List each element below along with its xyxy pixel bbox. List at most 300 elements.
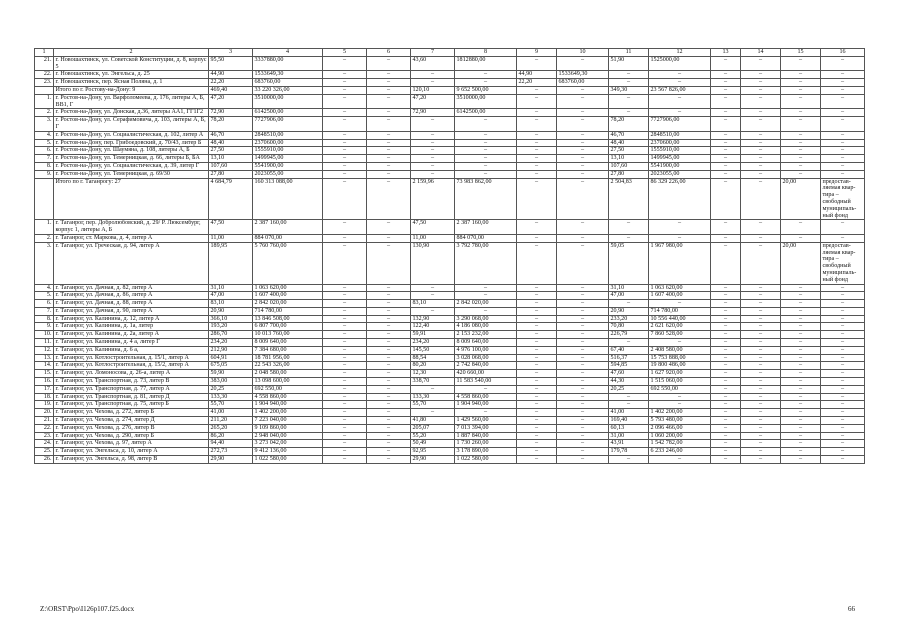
table-row — [35, 170, 865, 178]
table-cell: – — [711, 94, 741, 109]
table-cell: – — [741, 307, 781, 315]
table-cell: 73 983 862,00 — [455, 178, 517, 220]
table-cell: 2 948 040,00 — [253, 432, 323, 440]
table-cell: – — [609, 401, 649, 409]
table-cell: г. Таганрог, ул. Чехова, д. 272, литер Б — [54, 409, 209, 417]
table-cell: – — [455, 131, 517, 139]
table-cell: 9 109 860,00 — [253, 424, 323, 432]
table-cell: – — [517, 385, 557, 393]
table-cell: – — [557, 131, 609, 139]
table-cell: – — [711, 315, 741, 323]
table-cell: 1 542 782,00 — [649, 440, 711, 448]
table-cell: г. Таганрог, ул. Транспортная, д. 73, литер В — [54, 378, 209, 386]
table-cell: – — [367, 424, 411, 432]
table-cell: – — [367, 346, 411, 354]
table-cell: 5541900,00 — [649, 162, 711, 170]
table-cell: – — [781, 131, 821, 139]
table-cell: – — [781, 346, 821, 354]
table-cell: – — [821, 339, 865, 347]
table-cell: 8. — [35, 315, 54, 323]
table-cell: г. Таганрог, ул. Энгельса, д. 98, литер В — [54, 456, 209, 464]
table-cell: г. Таганрог, ул. Калинина, д. 2а, литер А — [54, 331, 209, 339]
table-cell: – — [367, 109, 411, 117]
table-cell: – — [711, 456, 741, 464]
table-cell: – — [781, 448, 821, 456]
table-cell: – — [711, 242, 741, 284]
column-number-cell: 7 — [411, 49, 455, 57]
table-cell: – — [517, 292, 557, 300]
table-cell: – — [367, 323, 411, 331]
table-cell: – — [367, 432, 411, 440]
table-cell: 604,91 — [209, 354, 253, 362]
table-cell: 2. — [35, 234, 54, 242]
table-cell: – — [609, 220, 649, 235]
column-number-cell: 8 — [455, 49, 517, 57]
table-cell: – — [711, 417, 741, 425]
table-cell: – — [741, 432, 781, 440]
table-cell: – — [781, 432, 821, 440]
table-cell: 31,10 — [609, 284, 649, 292]
table-cell: г. Таганрог, пер. Добролюбовский, д. 29/ Р. Люксембург, корпус 1, литеры А, Б — [54, 220, 209, 235]
table-cell: – — [711, 139, 741, 147]
table-cell: 22. — [35, 71, 54, 79]
table-cell: – — [455, 117, 517, 132]
table-cell: – — [323, 234, 367, 242]
table-cell: 72,90 — [411, 109, 455, 117]
table-cell: 1 402 200,00 — [649, 409, 711, 417]
table-cell: – — [557, 162, 609, 170]
table-cell: – — [367, 139, 411, 147]
table-cell: – — [411, 139, 455, 147]
table-cell: – — [711, 178, 741, 220]
table-cell: 23. — [35, 432, 54, 440]
table-cell: – — [781, 393, 821, 401]
table-cell: – — [367, 331, 411, 339]
table-cell: 338,70 — [411, 378, 455, 386]
table-cell: 107,60 — [609, 162, 649, 170]
table-cell: – — [517, 162, 557, 170]
table-cell: 1499945,00 — [253, 155, 323, 163]
table-cell: 516,37 — [609, 354, 649, 362]
table-cell: – — [455, 162, 517, 170]
table-cell: – — [741, 393, 781, 401]
table-cell: 15 753 888,00 — [649, 354, 711, 362]
table-cell: – — [517, 401, 557, 409]
table-cell: 83,10 — [411, 300, 455, 308]
table-cell: Итого по г. Ростову-на-Дону: 9 — [54, 86, 209, 94]
page-number: 66 — [848, 605, 855, 613]
table-cell: – — [609, 71, 649, 79]
table-cell: – — [821, 456, 865, 464]
table-cell: 2 387 160,00 — [455, 220, 517, 235]
table-cell: – — [711, 307, 741, 315]
table-cell: – — [323, 401, 367, 409]
table-cell: 169,40 — [609, 417, 649, 425]
table-cell: 189,95 — [209, 242, 253, 284]
column-number-cell: 5 — [323, 49, 367, 57]
table-cell: – — [741, 339, 781, 347]
table-cell: г. Таганрог, ул. Чехова, д. 274, литер Д — [54, 417, 209, 425]
table-cell: 2 408 580,00 — [649, 346, 711, 354]
table-cell: – — [411, 284, 455, 292]
table-cell: 19. — [35, 401, 54, 409]
table-cell: г. Таганрог, ул. Калинина, д. 1а, литер — [54, 323, 209, 331]
table-cell: – — [781, 109, 821, 117]
table-cell: – — [741, 378, 781, 386]
table-cell: – — [649, 234, 711, 242]
table-cell: – — [455, 385, 517, 393]
table-cell: 20,00 — [781, 242, 821, 284]
table-cell: – — [455, 71, 517, 79]
table-cell: 7 013 394,00 — [455, 424, 517, 432]
table-cell: 3. — [35, 117, 54, 132]
table-cell: 6142500,00 — [455, 109, 517, 117]
table-cell: – — [455, 155, 517, 163]
table-cell: г. Таганрог, ул. Чехова, д. 97, литер А — [54, 440, 209, 448]
table-row — [35, 339, 865, 347]
table-cell: – — [517, 178, 557, 220]
table-cell: – — [455, 147, 517, 155]
table-cell: – — [821, 284, 865, 292]
table-cell: – — [557, 117, 609, 132]
table-cell: – — [367, 300, 411, 308]
table-cell: 22,20 — [517, 79, 557, 87]
table-cell: – — [649, 393, 711, 401]
table-cell: 78,20 — [209, 117, 253, 132]
table-cell: – — [821, 79, 865, 87]
table-cell: – — [741, 440, 781, 448]
table-cell: 86,20 — [209, 432, 253, 440]
table-row — [35, 307, 865, 315]
table-cell: 47,00 — [209, 292, 253, 300]
column-number-cell: 11 — [609, 49, 649, 57]
table-cell: 234,20 — [209, 339, 253, 347]
table-cell: – — [557, 354, 609, 362]
table-cell: – — [323, 393, 367, 401]
table-cell: – — [367, 393, 411, 401]
table-cell: – — [323, 71, 367, 79]
table-cell: 3510000,00 — [455, 94, 517, 109]
table-cell: 11,00 — [411, 234, 455, 242]
table-cell: 383,00 — [209, 378, 253, 386]
table-cell: 133,30 — [411, 393, 455, 401]
table-cell: 2 621 620,00 — [649, 323, 711, 331]
column-number-cell: 4 — [253, 49, 323, 57]
table-cell: 4 976 100,00 — [455, 346, 517, 354]
table-cell: 2848510,00 — [649, 131, 711, 139]
table-cell: 3 178 890,00 — [455, 448, 517, 456]
table-row — [35, 432, 865, 440]
table-cell: – — [557, 424, 609, 432]
table-cell: – — [557, 284, 609, 292]
table-cell: 21. — [35, 417, 54, 425]
table-row — [35, 323, 865, 331]
table-cell: 41,00 — [209, 409, 253, 417]
table-cell: – — [711, 370, 741, 378]
table-cell: – — [557, 155, 609, 163]
table-cell: 122,40 — [411, 323, 455, 331]
table-cell: 86 329 226,00 — [649, 178, 711, 220]
table-cell: – — [649, 94, 711, 109]
table-cell: – — [557, 300, 609, 308]
table-cell: 1 063 620,00 — [649, 284, 711, 292]
table-cell: 83,10 — [209, 300, 253, 308]
table-cell: – — [323, 409, 367, 417]
table-cell: – — [711, 220, 741, 235]
table-cell: – — [557, 417, 609, 425]
table-cell: 27,50 — [609, 147, 649, 155]
table-cell: – — [517, 300, 557, 308]
table-cell: – — [517, 331, 557, 339]
table-row — [35, 139, 865, 147]
table-cell: – — [711, 234, 741, 242]
table-cell: – — [367, 284, 411, 292]
table-cell: 7 223 040,00 — [253, 417, 323, 425]
table-cell: – — [609, 79, 649, 87]
table-cell: – — [821, 234, 865, 242]
table-cell: г. Таганрог, ул. Энгельса, д. 10, литер А — [54, 448, 209, 456]
table-cell: – — [323, 170, 367, 178]
table-cell: 2 096 466,00 — [649, 424, 711, 432]
table-cell: – — [821, 117, 865, 132]
table-cell: – — [517, 346, 557, 354]
table-cell: 59,05 — [609, 242, 649, 284]
table-cell: – — [711, 393, 741, 401]
table-cell: – — [781, 440, 821, 448]
table-cell: – — [711, 292, 741, 300]
table-cell: – — [323, 56, 367, 71]
table-cell: – — [781, 370, 821, 378]
table-cell: 5 760 760,00 — [253, 242, 323, 284]
table-row — [35, 147, 865, 155]
table-cell: 8. — [35, 162, 54, 170]
column-number-cell: 16 — [821, 49, 865, 57]
table-cell: – — [517, 131, 557, 139]
table-row — [35, 292, 865, 300]
table-cell: – — [323, 346, 367, 354]
table-cell: – — [517, 424, 557, 432]
table-cell: 2 387 160,00 — [253, 220, 323, 235]
table-cell: – — [711, 147, 741, 155]
table-cell: – — [821, 417, 865, 425]
table-cell: 692 550,00 — [253, 385, 323, 393]
table-cell: – — [557, 456, 609, 464]
table-cell: – — [741, 162, 781, 170]
table-cell: 55,70 — [209, 401, 253, 409]
table-cell: – — [557, 242, 609, 284]
table-cell: – — [741, 147, 781, 155]
table-cell: – — [557, 323, 609, 331]
table-cell: – — [821, 362, 865, 370]
table-cell: 95,50 — [209, 56, 253, 71]
table-cell: г. Ростов-на-Дону, ул. Варфоломеева, д. 176, литеры А, Б, ВВ1, Г — [54, 94, 209, 109]
table-cell: – — [367, 401, 411, 409]
table-cell: – — [367, 417, 411, 425]
table-cell: – — [711, 362, 741, 370]
table-cell: 5. — [35, 292, 54, 300]
table-cell: 2370600,00 — [253, 139, 323, 147]
table-cell: – — [609, 234, 649, 242]
table-cell: – — [557, 401, 609, 409]
table-cell: 683760,00 — [253, 79, 323, 87]
table-cell: 44,90 — [517, 71, 557, 79]
table-cell: 1. — [35, 94, 54, 109]
table-cell: 3 792 780,00 — [455, 242, 517, 284]
table-cell: 7727906,00 — [649, 117, 711, 132]
column-number-cell: 13 — [711, 49, 741, 57]
table-cell: – — [711, 162, 741, 170]
table-cell: – — [649, 456, 711, 464]
table-cell: – — [517, 378, 557, 386]
table-cell: 27,50 — [209, 147, 253, 155]
table-cell: – — [821, 86, 865, 94]
table-cell: – — [711, 109, 741, 117]
table-cell: 25. — [35, 448, 54, 456]
subtotal-row — [35, 178, 865, 220]
table-cell: – — [741, 170, 781, 178]
table-row — [35, 448, 865, 456]
table-cell: – — [741, 71, 781, 79]
table-cell: – — [557, 440, 609, 448]
table-cell: 6142500,00 — [253, 109, 323, 117]
table-cell: г. Таганрог, ул. Калинина, д. 6 а, — [54, 346, 209, 354]
table-cell: 9. — [35, 170, 54, 178]
table-cell: 1 063 620,00 — [253, 284, 323, 292]
table-cell: – — [557, 307, 609, 315]
table-cell: – — [821, 385, 865, 393]
table-cell: 13. — [35, 354, 54, 362]
table-cell: 27,80 — [609, 170, 649, 178]
table-cell: 20,25 — [209, 385, 253, 393]
table-cell: – — [781, 162, 821, 170]
table-cell: 420 660,00 — [455, 370, 517, 378]
table-row — [35, 71, 865, 79]
table-cell: – — [741, 456, 781, 464]
table-cell: – — [455, 79, 517, 87]
table-cell: – — [781, 354, 821, 362]
table-cell: 3 290 068,00 — [455, 315, 517, 323]
table-cell: – — [781, 424, 821, 432]
table-cell: 1 515 060,00 — [649, 378, 711, 386]
table-cell: 10 556 440,00 — [649, 315, 711, 323]
table-cell: 1 402 200,00 — [253, 409, 323, 417]
table-cell: 50,49 — [411, 440, 455, 448]
table-cell: – — [517, 393, 557, 401]
table-cell: 193,20 — [209, 323, 253, 331]
table-cell: 692 550,00 — [649, 385, 711, 393]
table-cell: – — [367, 234, 411, 242]
table-row — [35, 284, 865, 292]
table-row — [35, 234, 865, 242]
table-cell: г. Ростов-на-Дону, ул. Серафимовича, д. 103, литеры А, Б, Г — [54, 117, 209, 132]
table-cell: – — [821, 401, 865, 409]
table-cell: – — [411, 292, 455, 300]
table-cell: – — [517, 432, 557, 440]
table-cell: 2. — [35, 109, 54, 117]
table-cell: г. Таганрог, ул. Транспортная, д. 77, литер А — [54, 385, 209, 393]
table-row — [35, 131, 865, 139]
table-cell: г. Таганрог, ул. Чехова, д. 276, литер В — [54, 424, 209, 432]
table-cell: – — [411, 307, 455, 315]
table-cell: – — [741, 117, 781, 132]
table-cell: – — [711, 71, 741, 79]
table-cell: – — [649, 71, 711, 79]
table-cell: 47,20 — [209, 94, 253, 109]
table-cell: г. Ростов-на-Дону, ул. Шаумяна, д. 108, литеры А, Б — [54, 147, 209, 155]
table-cell: – — [367, 147, 411, 155]
table-row — [35, 370, 865, 378]
table-cell: 2848510,00 — [253, 131, 323, 139]
table-cell: – — [323, 86, 367, 94]
table-cell: г. Ростов-на-Дону, ул. Социалистическая, д. 102, литер А — [54, 131, 209, 139]
table-cell: – — [557, 339, 609, 347]
table-cell: 23. — [35, 79, 54, 87]
table-cell: 24. — [35, 440, 54, 448]
table-cell: 3. — [35, 242, 54, 284]
table-cell: – — [557, 385, 609, 393]
table-cell: – — [517, 86, 557, 94]
table-cell: – — [821, 378, 865, 386]
table-cell: – — [781, 147, 821, 155]
table-cell: – — [557, 139, 609, 147]
table-cell: 2 159,96 — [411, 178, 455, 220]
column-number-cell: 9 — [517, 49, 557, 57]
table-cell: – — [367, 86, 411, 94]
table-cell: – — [323, 220, 367, 235]
table-cell: г. Ростов-на-Дону, ул. Темерницкая, д. 66, литеры Б, БА — [54, 155, 209, 163]
table-cell: – — [455, 284, 517, 292]
table-cell: – — [609, 300, 649, 308]
table-cell: 4 558 860,00 — [253, 393, 323, 401]
table-cell: – — [821, 94, 865, 109]
table-cell: г. Таганрог, ул. Ломоносова, д. 26-а, литер А — [54, 370, 209, 378]
table-cell: – — [741, 242, 781, 284]
table-cell: 9 412 136,00 — [253, 448, 323, 456]
table-cell: – — [517, 139, 557, 147]
table-cell: – — [323, 331, 367, 339]
table-cell: – — [367, 440, 411, 448]
table-cell: – — [557, 234, 609, 242]
table-cell: 1 627 920,00 — [649, 370, 711, 378]
table-cell: – — [821, 424, 865, 432]
table-cell: – — [557, 448, 609, 456]
table-cell: 26. — [35, 456, 54, 464]
table-row — [35, 401, 865, 409]
table-cell: – — [517, 117, 557, 132]
table-cell: 5 793 480,00 — [649, 417, 711, 425]
table-cell: – — [455, 170, 517, 178]
table-cell: 21. — [35, 56, 54, 71]
table-cell: – — [741, 331, 781, 339]
table-cell: – — [711, 86, 741, 94]
table-cell: 7 860 528,00 — [649, 331, 711, 339]
table-cell: – — [821, 162, 865, 170]
table-cell: 130,90 — [411, 242, 455, 284]
table-cell: 1555910,00 — [253, 147, 323, 155]
data-table — [34, 48, 865, 464]
table-cell: 18. — [35, 393, 54, 401]
table-cell: 47,50 — [411, 220, 455, 235]
table-cell: 51,90 — [609, 56, 649, 71]
table-cell: – — [741, 424, 781, 432]
table-cell: 15. — [35, 370, 54, 378]
table-cell: 17. — [35, 385, 54, 393]
table-cell: г. Таганрог, ул. Чехова, д. 290, литер Б — [54, 432, 209, 440]
table-cell: – — [609, 339, 649, 347]
table-cell: 31,10 — [209, 284, 253, 292]
table-cell: – — [781, 315, 821, 323]
table-cell: – — [821, 440, 865, 448]
